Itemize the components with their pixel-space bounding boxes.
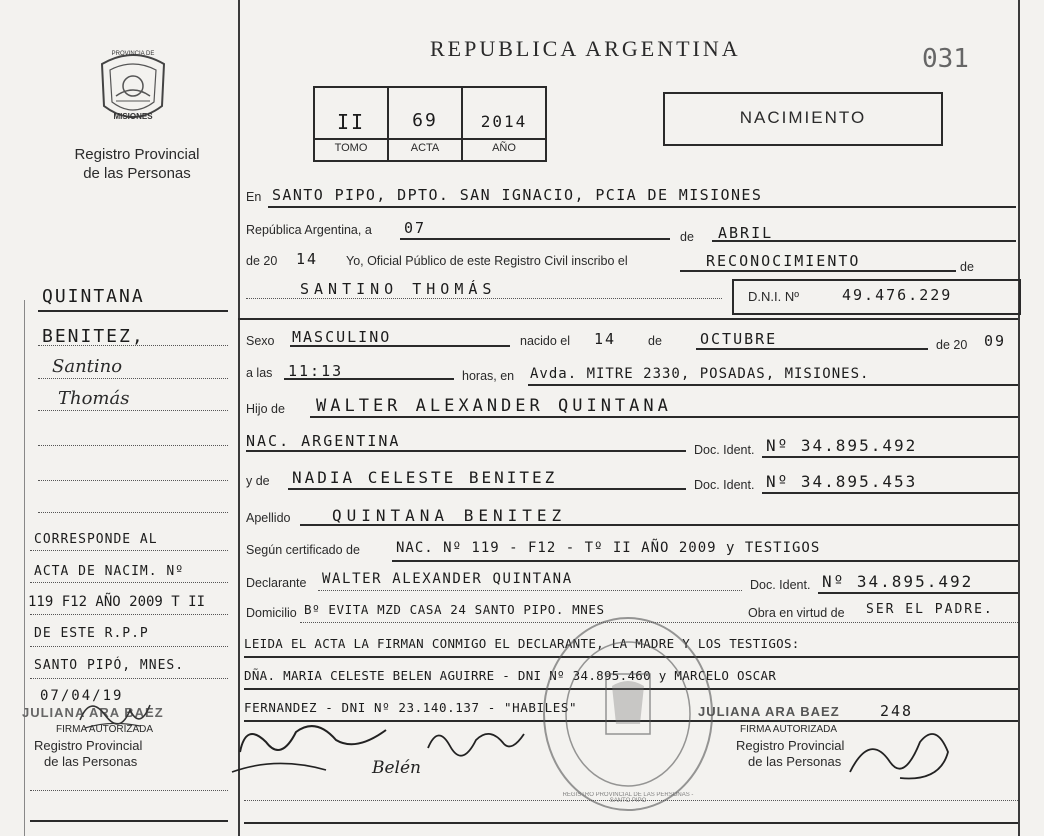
- birth-month: OCTUBRE: [700, 330, 778, 348]
- alas-label: a las: [246, 366, 273, 380]
- year-label: de 20: [246, 254, 278, 268]
- republica-label: República Argentina, a: [246, 223, 372, 237]
- child-name: SANTINO THOMÁS: [300, 280, 497, 298]
- place-value: SANTO PIPO, DPTO. SAN IGNACIO, PCIA DE MISIONES: [272, 186, 763, 204]
- margin-note-5: SANTO PIPÓ, MNES.: [34, 658, 185, 673]
- oficial-text: Yo, Oficial Público de este Registro Civil inscribo el: [346, 254, 628, 268]
- mother-name: NADIA CELESTE BENITEZ: [292, 468, 558, 487]
- declarant-value: WALTER ALEXANDER QUINTANA: [322, 571, 573, 587]
- surname-value: QUINTANA BENITEZ: [332, 506, 567, 525]
- seal-bottom-text: MISIONES: [113, 112, 153, 121]
- address-value: Bº EVITA MZD CASA 24 SANTO PIPO. MNES: [304, 602, 605, 617]
- sexo-value: MASCULINO: [292, 328, 392, 346]
- declarant-doc: Nº 34.895.492: [822, 572, 974, 591]
- outer-left-border: [24, 300, 25, 836]
- father-nationality: NAC. ARGENTINA: [246, 432, 401, 450]
- birth-place: Avda. MITRE 2330, POSADAS, MISIONES.: [530, 366, 870, 382]
- official-registry-1: Registro Provincial: [736, 738, 845, 753]
- apellido-label: Apellido: [246, 511, 291, 525]
- time-value: 11:13: [288, 362, 344, 380]
- registry-title-2: de las Personas: [83, 165, 191, 182]
- tomo-label: TOMO: [334, 142, 368, 154]
- capacity-value: SER EL PADRE.: [866, 602, 994, 617]
- obra-label: Obra en virtud de: [748, 606, 845, 620]
- margin-signature: [70, 690, 160, 745]
- declarante-label: Declarante: [246, 576, 307, 590]
- margin-note-3: 119 F12 AÑO 2009 T II: [28, 594, 206, 610]
- margin-registry-1: Registro Provincial: [34, 738, 143, 753]
- margin-signer-role: FIRMA AUTORIZADA: [56, 724, 154, 735]
- father-name: WALTER ALEXANDER QUINTANA: [316, 396, 672, 416]
- closing-line-b: DÑA. MARIA CELESTE BELEN AGUIRRE - DNI Nº 34.895.460 y MARCELO OSCAR: [244, 668, 777, 683]
- official-number: 248: [880, 702, 914, 720]
- day-value: 07: [404, 219, 427, 237]
- sexo-label: Sexo: [246, 334, 275, 348]
- page-number: 031: [922, 44, 969, 74]
- father-doc-label: Doc. Ident.: [694, 443, 755, 457]
- mother-doc-label: Doc. Ident.: [694, 478, 755, 492]
- official-signature: [840, 722, 960, 797]
- document-type-box: [663, 92, 943, 146]
- margin-registry-2: de las Personas: [44, 754, 138, 769]
- left-margin-border: [238, 0, 240, 836]
- volume-box: [313, 86, 547, 162]
- witness-signature-name: Belén: [372, 758, 421, 778]
- act-type-value: RECONOCIMIENTO: [706, 252, 861, 270]
- official-registry-2: de las Personas: [748, 754, 842, 769]
- margin-signer: JULIANA ARA BAEZ: [22, 705, 164, 720]
- page-title: REPUBLICA ARGENTINA: [430, 36, 741, 61]
- margin-note-date: 07/04/19: [40, 688, 124, 704]
- horas-label: horas, en: [462, 369, 515, 383]
- certificate-value: NAC. Nº 119 - F12 - Tº II AÑO 2009 y TESTIGOS: [396, 540, 821, 556]
- birth-year-suffix: 09: [984, 332, 1007, 350]
- dni-label: D.N.I. Nº: [748, 289, 799, 304]
- nacido-label: nacido el: [520, 334, 571, 348]
- domicilio-label: Domicilio: [246, 606, 297, 620]
- father-doc: Nº 34.895.492: [766, 436, 918, 455]
- stamp-text: REGISTRO PROVINCIAL DE LAS PERSONAS - SANTO PIPO: [562, 792, 694, 804]
- year-suffix: 14: [296, 250, 319, 268]
- right-border: [1018, 0, 1020, 836]
- yde-label: y de: [246, 474, 270, 488]
- province-seal-logo: [96, 46, 170, 128]
- margin-name-3: Santino: [52, 356, 123, 377]
- mother-signature: [420, 718, 530, 773]
- margin-name-4: Thomás: [58, 388, 130, 409]
- dni-box: [732, 279, 1021, 315]
- margin-note-4: DE ESTE R.P.P: [34, 626, 149, 641]
- official-name: JULIANA ARA BAEZ: [698, 704, 840, 719]
- hijo-label: Hijo de: [246, 402, 285, 416]
- month-value: ABRIL: [718, 224, 774, 242]
- margin-name-1: QUINTANA: [42, 286, 145, 307]
- birth-day: 14: [594, 330, 617, 348]
- acta-value: 69: [412, 110, 438, 131]
- document-type: NACIMIENTO: [739, 108, 867, 127]
- registry-title-1: Registro Provincial: [74, 146, 200, 163]
- round-stamp: [540, 614, 716, 814]
- mother-doc: Nº 34.895.453: [766, 472, 918, 491]
- closing-line-c: FERNANDEZ - DNI Nº 23.140.137 - "HABILES": [244, 700, 578, 715]
- margin-name-2: BENITEZ,: [42, 326, 145, 347]
- segun-label: Según certificado de: [246, 543, 360, 557]
- birth-year-label: de 20: [936, 338, 968, 352]
- ano-value: 2014: [480, 112, 528, 131]
- closing-line-a: LEIDA EL ACTA LA FIRMAN CONMIGO EL DECLARANTE, LA MADRE Y LOS TESTIGOS:: [244, 636, 800, 651]
- acta-label: ACTA: [410, 142, 440, 154]
- declarant-doc-label: Doc. Ident.: [750, 578, 811, 592]
- margin-note-1: CORRESPONDE AL: [34, 532, 158, 547]
- seal-top-text: PROVINCIA DE: [111, 51, 155, 57]
- margin-note-2: ACTA DE NACIM. Nº: [34, 564, 185, 579]
- month-de-label: de: [680, 230, 694, 244]
- dni-value: 49.476.229: [842, 286, 953, 304]
- official-role: FIRMA AUTORIZADA: [740, 724, 838, 735]
- birth-month-de-label: de: [648, 334, 662, 348]
- act-type-de-label: de: [960, 260, 974, 274]
- en-label: En: [246, 190, 262, 204]
- tomo-value: II: [336, 110, 366, 134]
- ano-label: AÑO: [492, 142, 516, 154]
